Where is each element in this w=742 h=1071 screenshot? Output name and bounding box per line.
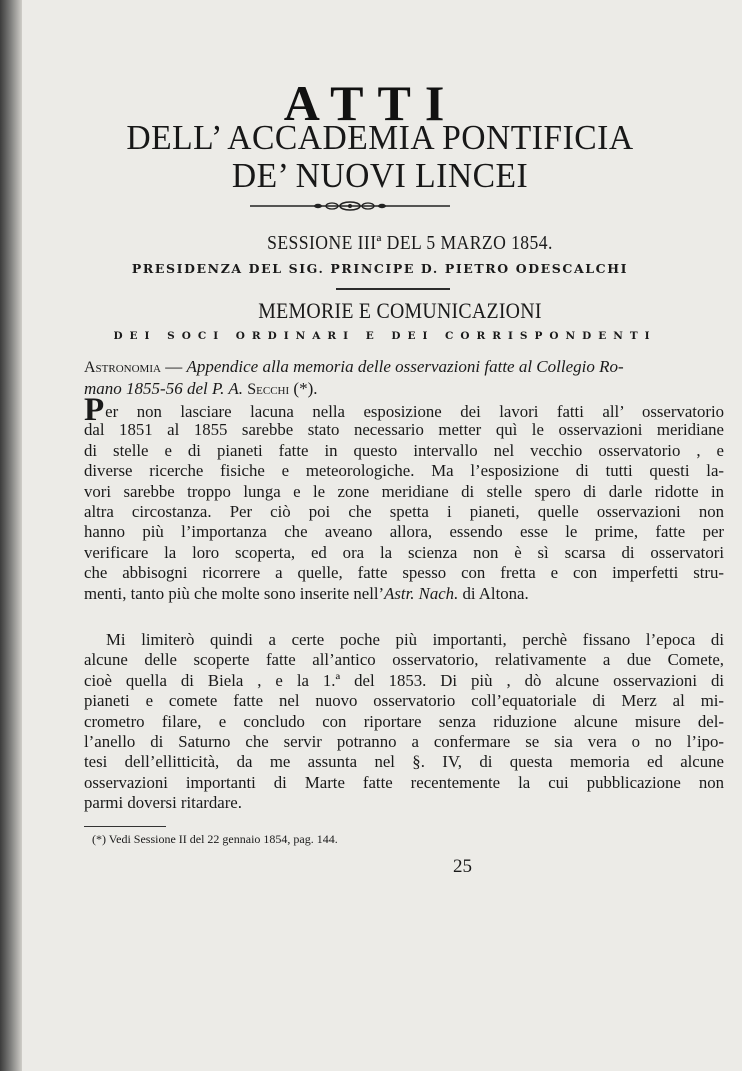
article-title-line1: Appendice alla memoria delle osservazioni fatte al Collegio Ro- [186, 357, 624, 376]
text-line: parmi doversi ritardare. [84, 793, 242, 813]
section-divider [336, 288, 450, 290]
text-line: Mi limiterò quindi a certe poche più importanti, perchè fissano l’epoca di [106, 630, 724, 649]
text-line: altra circostanza. Per ciò poi che spetta i pianeti, quelle osservazioni non [84, 501, 724, 521]
drop-cap: P [84, 392, 105, 428]
text-line: Per non lasciare lacuna nella esposizione dei lavori fatti all’ osservatorio [84, 392, 724, 428]
text-line: menti, tanto più che molte sono inserite nell’Astr. Nach. di Altona. [84, 583, 529, 603]
article-note-ref: (*). [289, 379, 318, 398]
text-line: che abbisogni ricorrere a quelle, fatte spesso con fretta e con imperfetti stru- [84, 563, 724, 583]
text-line: verificare la loro scoperta, ed ora la scienza non è sì scarsa di osservatori [84, 542, 724, 562]
text-line: alcune delle scoperte fatte all’antico osservatorio, relativamente a due Comete, [84, 650, 724, 670]
presidency-line: PRESIDENZA DEL SIG. PRINCIPE D. PIETRO ODESCALCHI [131, 261, 629, 276]
footnote: (*) Vedi Sessione II del 22 gennaio 1854, pag. 144. [92, 832, 338, 846]
article-category: Astronomia [84, 359, 161, 376]
article-title-initials: P. A. [211, 379, 248, 398]
text-line: crometro filare, e concludo con riportare senza riduzione alcune misure del- [84, 711, 724, 731]
article-dash: — [160, 357, 187, 376]
article-title-line2: mano 1855-56 [84, 379, 183, 398]
article-title-del: del [182, 379, 212, 398]
text-line: tesi dell’ellitticità, da me assunta nel §. IV, di questa memoria ed alcune [84, 752, 724, 772]
journal-title-line2: DELL’ ACCADEMIA PONTIFICIA [126, 118, 634, 157]
text-line: pianeti e comete fatte nel nuovo osservatorio coll’equatoriale di Merz al mi- [84, 691, 724, 711]
footnote-rule [84, 826, 166, 827]
text-line: hanno più l’importanza che aveano allora, essendo esse le prime, fatte per [84, 522, 724, 542]
session-heading: SESSIONE IIIª DEL 5 MARZO 1854. [267, 232, 553, 254]
text-line: di stelle e di pianeti fatte in questo intervallo nel vecchio osservatorio , e [84, 440, 724, 460]
book-binding-shadow [0, 0, 22, 1071]
journal-reference: Astr. Nach. [384, 583, 459, 603]
journal-title-atti: ATTI [283, 75, 459, 131]
section-title: MEMORIE E COMUNICAZIONI [258, 298, 542, 323]
paragraph-2 [84, 630, 724, 814]
paragraph-1 [84, 392, 724, 604]
article-heading [84, 356, 720, 400]
text-line: vori sarebbe troppo lunga e le zone meridiane di stelle spero di darle ridotte in [84, 481, 724, 501]
article-author: Secchi [247, 381, 290, 398]
text-line: diverse ricerche fisiche e meteorologiche. Ma l’esposizione di tutti questi la- [84, 461, 724, 481]
text-line: osservazioni importanti di Marte fatte recentemente la cui pubblicazione non [84, 772, 724, 792]
ornament-divider-icon [250, 198, 450, 214]
text-line: l’anello di Saturno che servir potranno a confermare se sia vera o no l’ipo- [84, 731, 724, 751]
text-line: cioè quella di Biela , e la 1.ª del 1853. Di più , dò alcune osservazioni di [84, 670, 724, 690]
page-number: 25 [453, 856, 472, 877]
section-subtitle: DEI SOCI ORDINARI E DEI CORRISPONDENTI [113, 330, 657, 342]
journal-title-line3: DE’ NUOVI LINCEI [231, 156, 529, 195]
text-line: dal 1851 al 1855 sarebbe stato necessario metter quì le osservazioni meridiane [84, 420, 724, 440]
